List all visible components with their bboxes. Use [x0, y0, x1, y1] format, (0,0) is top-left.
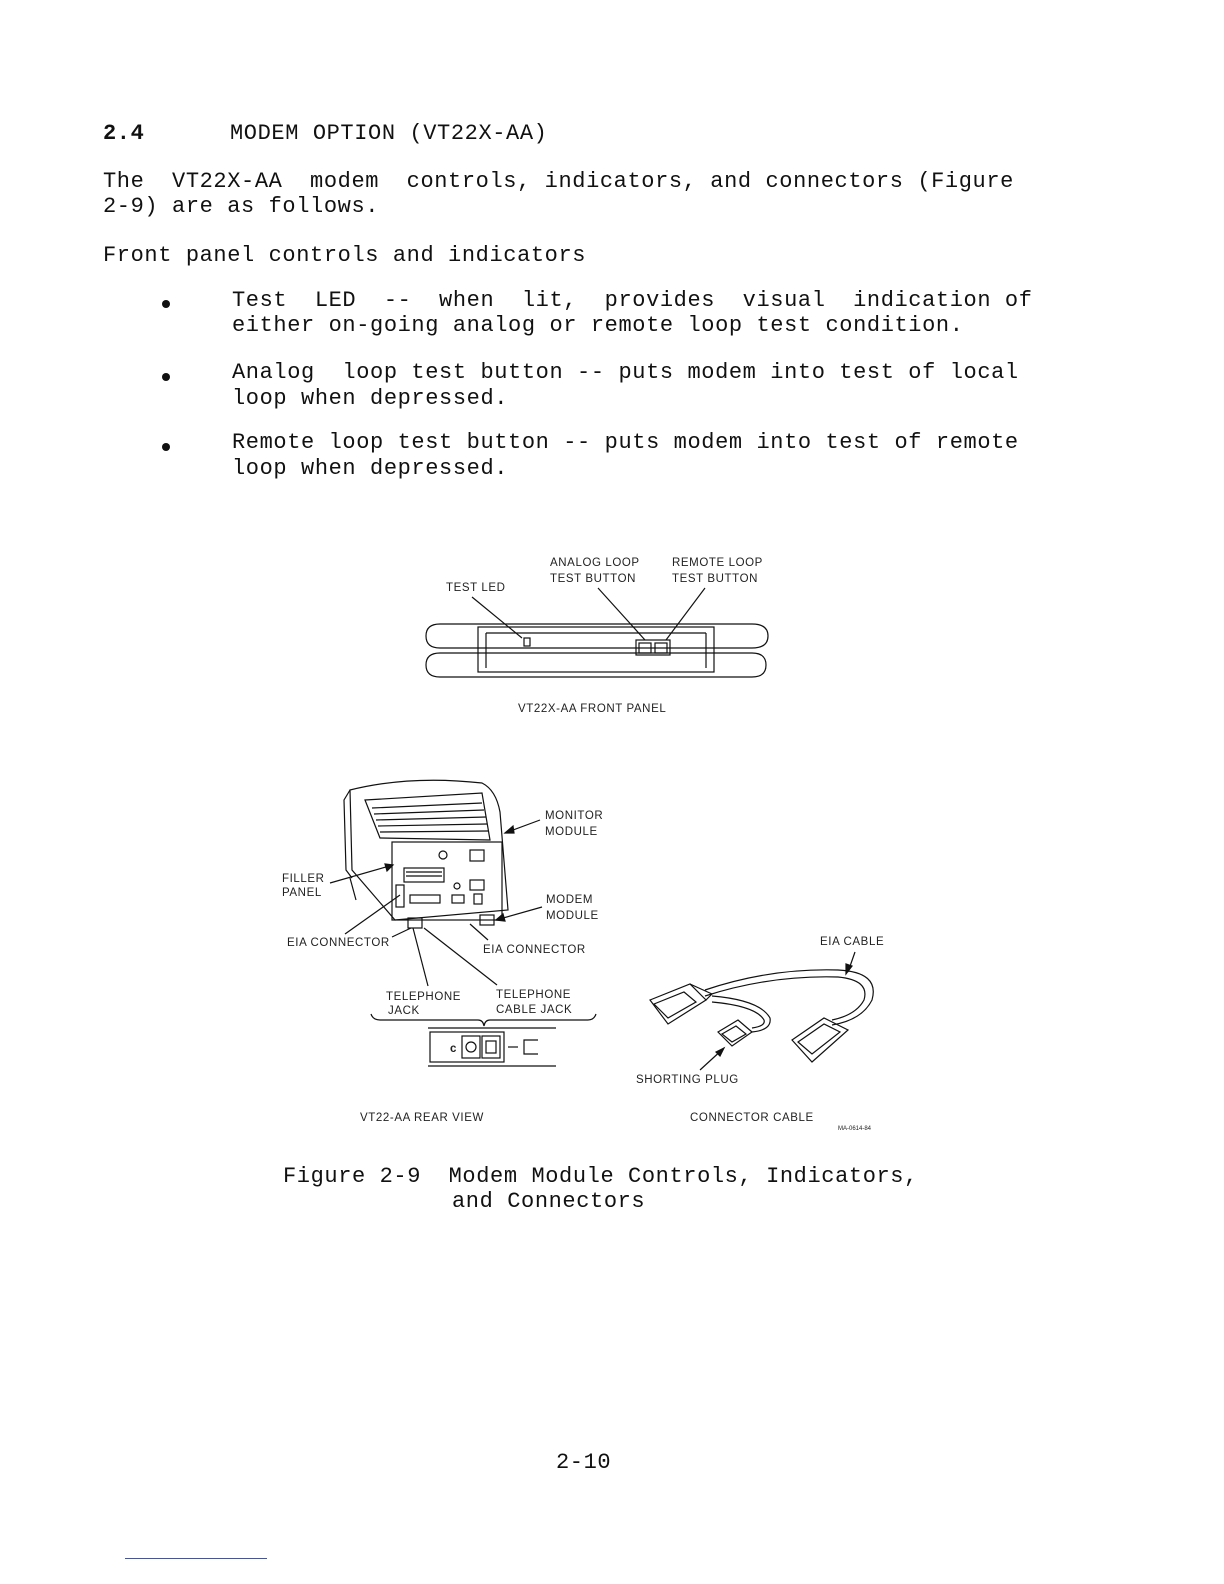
test-led-label: TEST LED [446, 582, 506, 594]
connector-left [650, 984, 706, 1024]
front-panel-diagram [426, 557, 768, 715]
front-panel-body-bottom [426, 653, 766, 677]
subheading: Front panel controls and indicators [103, 243, 587, 268]
bullet-3-line-1: Remote loop test button -- puts modem into test of remote [232, 430, 1019, 455]
remote-leader [666, 588, 705, 640]
remote-loop-label-2: TEST BUTTON [672, 573, 759, 585]
telephone-jack-label-2: JACK [388, 1005, 420, 1017]
intro-line-1: The VT22X-AA modem controls, indicators, and connectors (Figure [103, 169, 1014, 194]
bullet-1-line-2: either on-going analog or remote loop test condition. [232, 313, 964, 338]
filler-label-1: FILLER [282, 873, 325, 885]
test-led-leader [472, 597, 522, 638]
connector-cable-diagram [636, 936, 884, 1132]
telephone-cable-jack [482, 1036, 500, 1058]
telephone-jack [462, 1036, 480, 1058]
filler-label-2: PANEL [282, 887, 322, 899]
figure-reference-code: MA-0614-84 [838, 1126, 872, 1132]
bullet-1-line-1: Test LED -- when lit, provides visual indication of [232, 288, 1033, 313]
bullet-2-line-2: loop when depressed. [232, 386, 509, 411]
front-panel-recess [478, 627, 714, 672]
telephone-cable-jack-label-1: TELEPHONE [496, 989, 572, 1001]
eia-connector-right-label: EIA CONNECTOR [483, 944, 586, 956]
bottom-rule [125, 1558, 267, 1559]
modem-label-1: MODEM [546, 894, 594, 906]
bullet-3-line-2: loop when depressed. [232, 456, 509, 481]
svg-text:c: c [450, 1043, 457, 1055]
monitor-vent [365, 793, 490, 840]
power-knob [439, 851, 447, 859]
analog-leader [598, 588, 645, 640]
analog-loop-label-1: ANALOG LOOP [550, 557, 640, 569]
rear-view-caption: VT22-AA REAR VIEW [360, 1112, 484, 1124]
front-panel-caption: VT22X-AA FRONT PANEL [518, 703, 667, 715]
intro-line-2: 2-9) are as follows. [103, 194, 380, 219]
figure-caption-line-2: and Connectors [452, 1189, 646, 1214]
telephone-jack-label-1: TELEPHONE [386, 991, 462, 1003]
filler-panel-slot [396, 885, 404, 907]
section-title: MODEM OPTION (VT22X-AA) [230, 121, 548, 146]
telephone-cable-leader [424, 928, 497, 985]
remote-loop-label-1: REMOTE LOOP [672, 557, 763, 569]
test-led [524, 638, 530, 646]
shorting-lead [712, 996, 770, 1032]
monitor-label-1: MONITOR [545, 810, 604, 822]
monitor-label-2: MODULE [545, 826, 598, 838]
telephone-cable-jack-label-2: CABLE JACK [496, 1004, 573, 1016]
bullet-2-line-1: Analog loop test button -- puts modem into test of local [232, 360, 1019, 385]
page-number: 2-10 [556, 1450, 612, 1475]
eia-connector-left-label: EIA CONNECTOR [287, 937, 390, 949]
telephone-jack-leader [413, 928, 428, 986]
connector-cable-caption: CONNECTOR CABLE [690, 1112, 814, 1124]
analog-loop-label-2: TEST BUTTON [550, 573, 637, 585]
power-switch [470, 850, 484, 861]
rear-view-diagram [282, 780, 603, 1124]
eia-cable-label: EIA CABLE [820, 936, 885, 948]
eia-right-leader [470, 924, 488, 940]
modem-label-2: MODULE [546, 910, 599, 922]
connector-slot [410, 895, 440, 903]
figure-caption-line-1: Figure 2-9 Modem Module Controls, Indicators, [283, 1164, 918, 1189]
section-number: 2.4 [103, 121, 145, 146]
modem-vents [404, 868, 444, 882]
shorting-plug-label: SHORTING PLUG [636, 1074, 739, 1086]
